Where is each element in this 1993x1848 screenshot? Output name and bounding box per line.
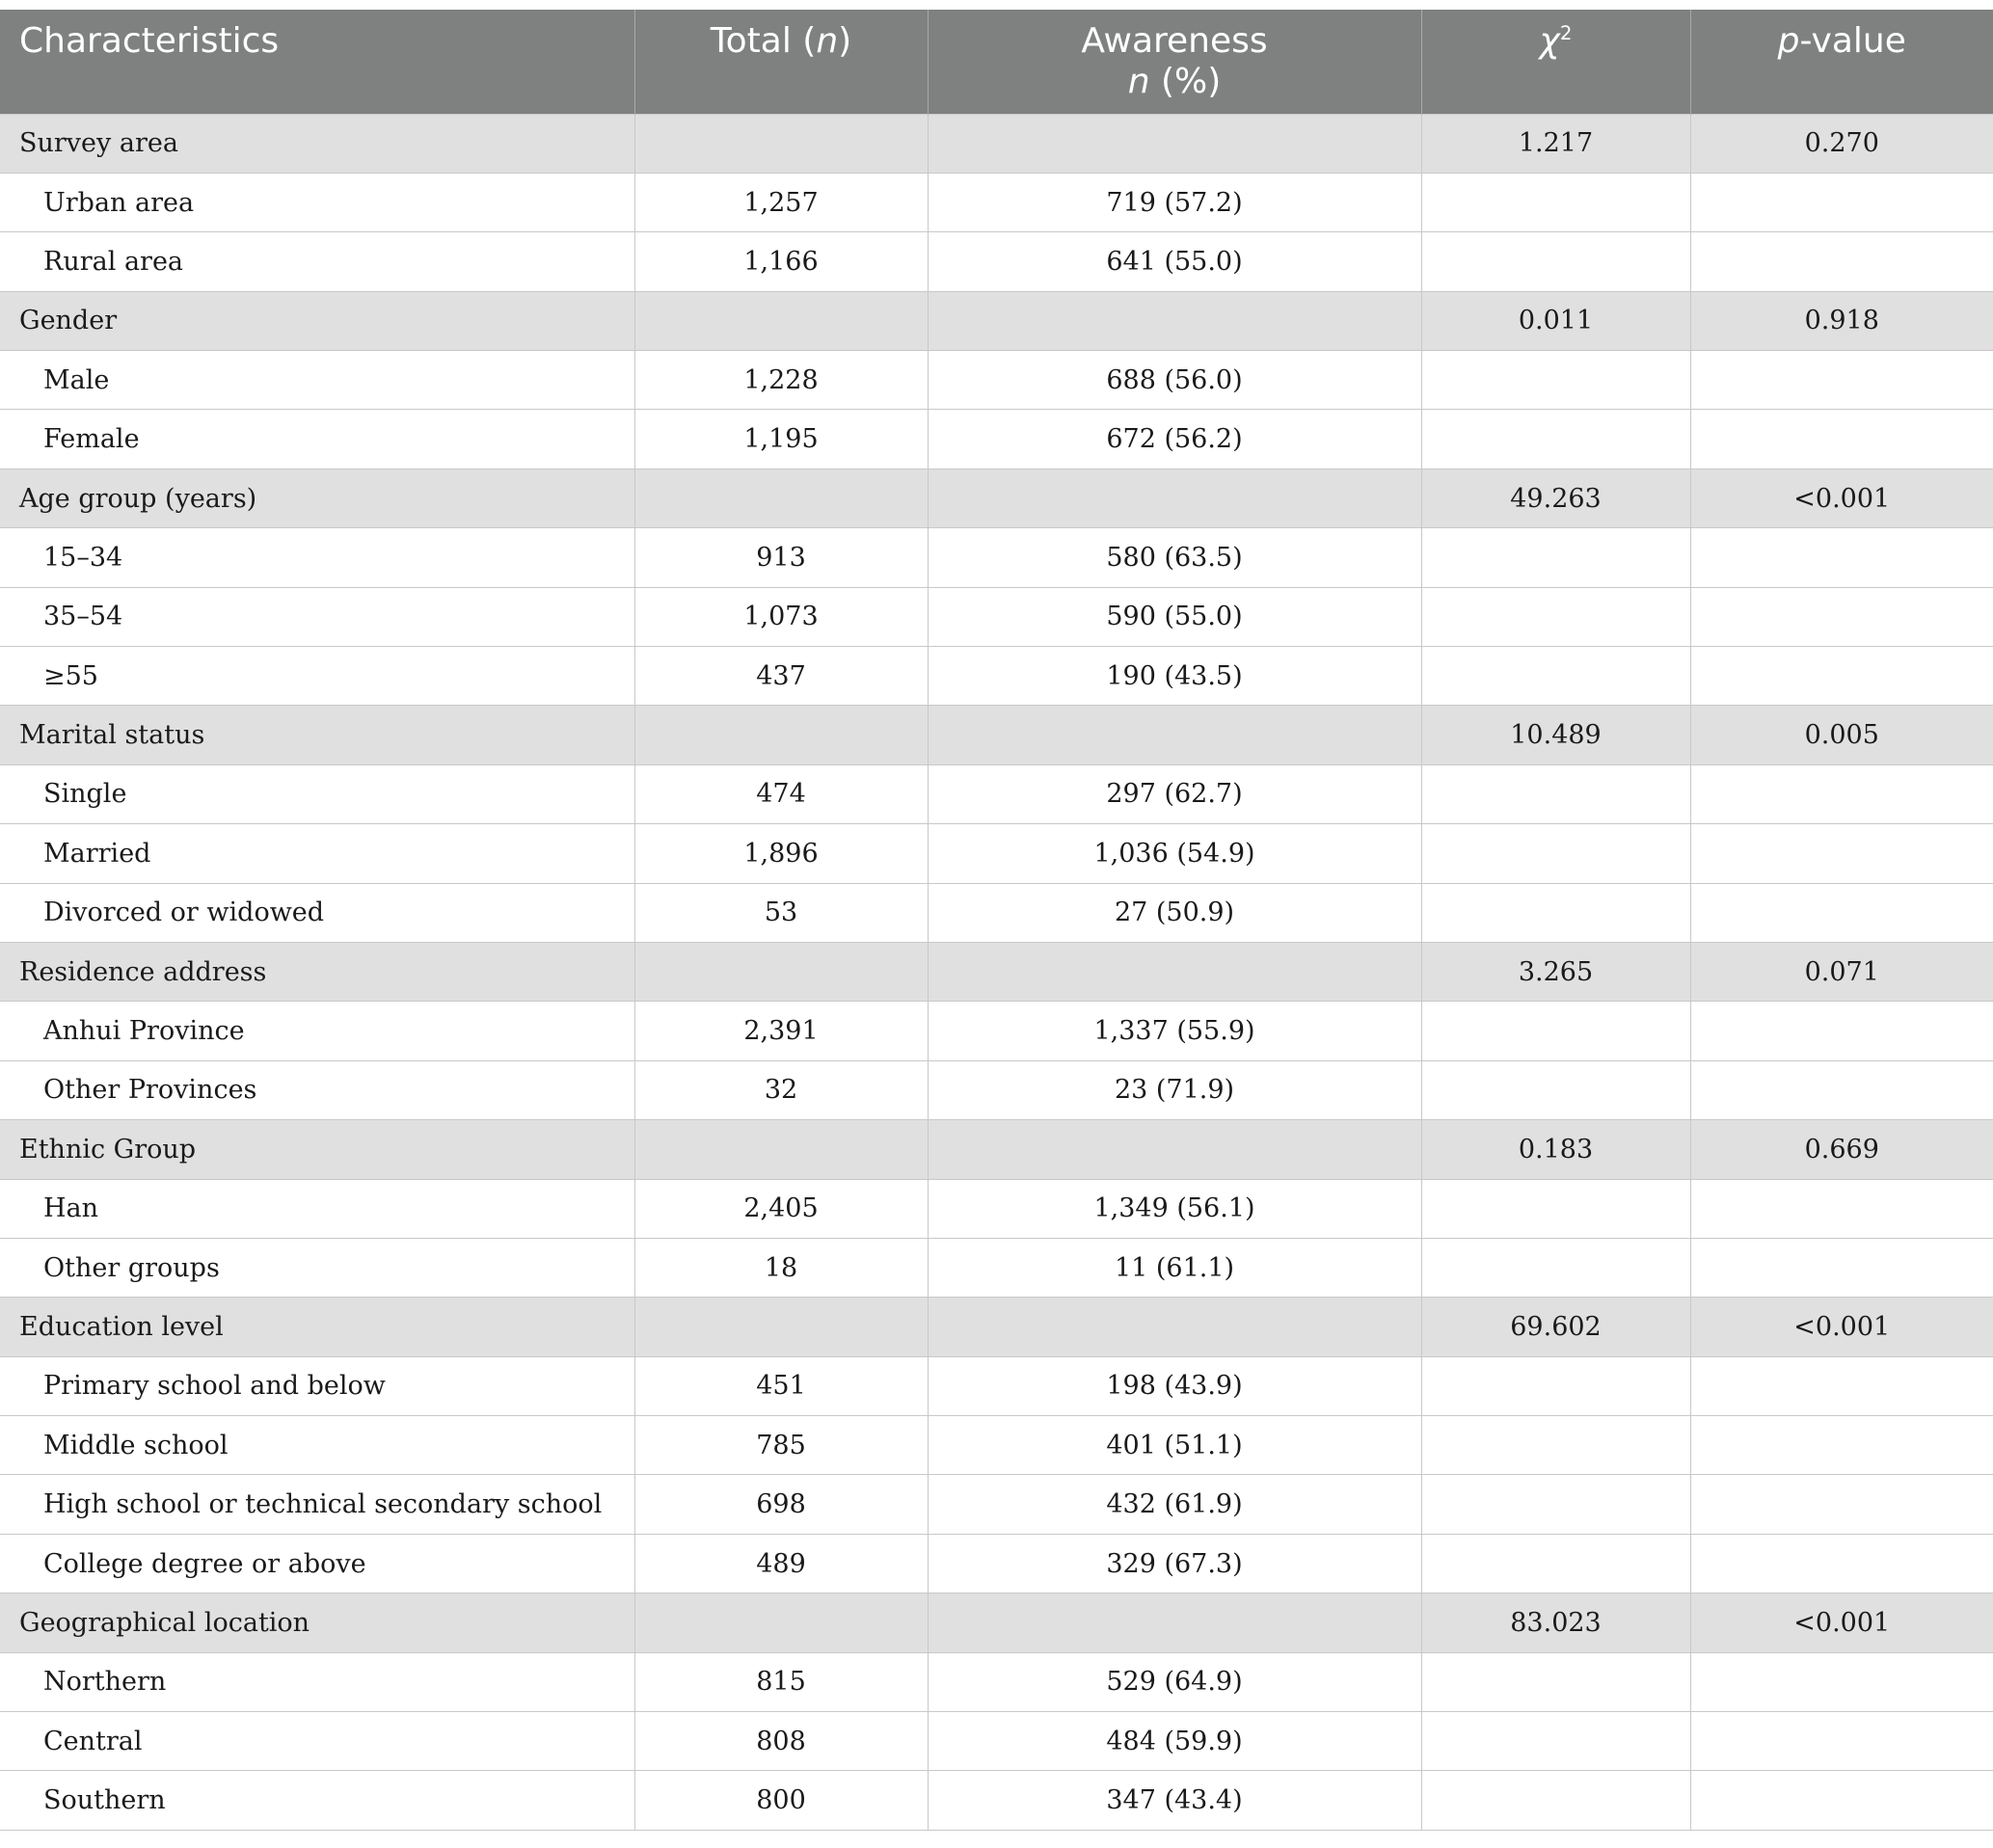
row-label: Residence address [0,942,634,1001]
p-value-cell: 0.270 [1690,114,1993,173]
total-cell [634,1594,928,1652]
header-total-prefix: Total ( [710,21,817,61]
total-cell: 32 [634,1060,928,1119]
chi-square-cell [1421,1416,1690,1475]
table-row [0,824,1993,883]
awareness-cell [928,1298,1421,1356]
p-value-cell: 0.071 [1690,942,1993,1001]
awareness-cell: 1,337 (55.9) [928,1002,1421,1060]
p-value-cell: 0.669 [1690,1120,1993,1179]
group-row [0,706,1993,764]
row-label: Geographical location [0,1594,634,1652]
row-label: Northern [0,1652,634,1711]
total-cell: 1,896 [634,824,928,883]
total-cell: 1,228 [634,351,928,410]
awareness-cell: 1,036 (54.9) [928,824,1421,883]
row-label: Other groups [0,1238,634,1297]
header-awareness-line1: Awareness [1081,21,1268,61]
awareness-cell: 198 (43.9) [928,1356,1421,1415]
total-cell: 18 [634,1238,928,1297]
row-label: ≥55 [0,647,634,706]
chi-square-cell: 3.265 [1421,942,1690,1001]
awareness-cell: 329 (67.3) [928,1534,1421,1593]
awareness-cell: 484 (59.9) [928,1712,1421,1771]
group-row [0,942,1993,1001]
awareness-cell: 590 (55.0) [928,587,1421,646]
p-value-cell [1690,1356,1993,1415]
chi-square-cell [1421,1238,1690,1297]
row-label: Anhui Province [0,1002,634,1060]
awareness-cell: 11 (61.1) [928,1238,1421,1297]
total-cell [634,1298,928,1356]
row-label: Marital status [0,706,634,764]
header-awareness-pct: (%) [1149,62,1222,101]
p-value-cell [1690,351,1993,410]
total-cell: 1,073 [634,587,928,646]
row-label: Female [0,410,634,469]
p-value-cell [1690,1475,1993,1534]
header-characteristics-text: Characteristics [19,21,280,61]
table-row [0,1356,1993,1415]
total-cell [634,114,928,173]
p-value-cell [1690,1060,1993,1119]
row-label: Primary school and below [0,1356,634,1415]
row-label: Divorced or widowed [0,883,634,942]
awareness-cell [928,114,1421,173]
p-value-cell: <0.001 [1690,1298,1993,1356]
header-awareness-n: n [1127,62,1150,101]
p-value-cell: 0.005 [1690,706,1993,764]
p-value-cell [1690,587,1993,646]
p-value-cell [1690,410,1993,469]
table-row [0,647,1993,706]
row-label: Age group (years) [0,469,634,527]
chi-square-cell [1421,351,1690,410]
total-cell: 800 [634,1771,928,1830]
awareness-cell: 297 (62.7) [928,764,1421,823]
awareness-cell: 529 (64.9) [928,1652,1421,1711]
chi-square-cell [1421,587,1690,646]
chi-square-cell: 69.602 [1421,1298,1690,1356]
header-total-suffix: ) [838,21,852,61]
row-label: Other Provinces [0,1060,634,1119]
awareness-cell: 1,349 (56.1) [928,1179,1421,1238]
total-cell: 1,195 [634,410,928,469]
chi-square-cell [1421,1712,1690,1771]
p-value-cell: <0.001 [1690,1594,1993,1652]
group-row [0,1298,1993,1356]
total-cell: 698 [634,1475,928,1534]
p-value-cell [1690,1002,1993,1060]
awareness-cell [928,942,1421,1001]
table-row [0,1002,1993,1060]
row-label: Male [0,351,634,410]
row-label: College degree or above [0,1534,634,1593]
awareness-cell [928,469,1421,527]
awareness-cell: 719 (57.2) [928,173,1421,231]
total-cell: 474 [634,764,928,823]
p-value-cell: 0.918 [1690,291,1993,350]
table-row [0,883,1993,942]
chi-square-cell [1421,410,1690,469]
chi-square-cell: 0.011 [1421,291,1690,350]
table-row [0,351,1993,410]
header-chi-square [1421,10,1690,114]
row-label: Married [0,824,634,883]
chi-square-cell [1421,883,1690,942]
p-value-cell [1690,1179,1993,1238]
p-value-cell [1690,528,1993,587]
p-value-cell [1690,1652,1993,1711]
awareness-cell: 688 (56.0) [928,351,1421,410]
awareness-cell: 580 (63.5) [928,528,1421,587]
row-label: 35–54 [0,587,634,646]
p-value-cell [1690,883,1993,942]
chi-square-cell [1421,173,1690,231]
total-cell: 489 [634,1534,928,1593]
group-row [0,469,1993,527]
p-value-cell [1690,824,1993,883]
header-awareness [928,10,1421,114]
total-cell: 815 [634,1652,928,1711]
table-row [0,1416,1993,1475]
chi-square-cell [1421,232,1690,291]
awareness-cell: 23 (71.9) [928,1060,1421,1119]
total-cell [634,469,928,527]
table-row [0,1534,1993,1593]
header-total-n: n [816,21,839,61]
chi-square-cell [1421,1002,1690,1060]
chi-square-cell: 1.217 [1421,114,1690,173]
row-label: Ethnic Group [0,1120,634,1179]
total-cell [634,706,928,764]
row-label: Han [0,1179,634,1238]
row-label: Southern [0,1771,634,1830]
table-row [0,1771,1993,1830]
row-label: Gender [0,291,634,350]
header-characteristics [0,10,634,114]
p-value-cell [1690,647,1993,706]
row-label: Central [0,1712,634,1771]
row-label: Middle school [0,1416,634,1475]
row-label: High school or technical secondary school [0,1475,634,1534]
chi-square-cell [1421,1060,1690,1119]
awareness-cell: 432 (61.9) [928,1475,1421,1534]
p-value-cell [1690,1712,1993,1771]
total-cell: 808 [634,1712,928,1771]
awareness-cell [928,706,1421,764]
table-row [0,173,1993,231]
p-value-cell [1690,1534,1993,1593]
table-row [0,528,1993,587]
total-cell: 2,405 [634,1179,928,1238]
table-header [0,10,1993,114]
table-row [0,1060,1993,1119]
chi-square-cell [1421,1179,1690,1238]
awareness-cell: 347 (43.4) [928,1771,1421,1830]
total-cell [634,291,928,350]
row-label: Rural area [0,232,634,291]
awareness-cell: 190 (43.5) [928,647,1421,706]
chi-square-cell [1421,528,1690,587]
table-row [0,1652,1993,1711]
header-p-value [1690,10,1993,114]
header-chi-symbol: χ [1539,21,1560,61]
row-label: 15–34 [0,528,634,587]
table-row [0,1475,1993,1534]
chi-square-cell [1421,824,1690,883]
chi-square-cell: 0.183 [1421,1120,1690,1179]
awareness-cell: 672 (56.2) [928,410,1421,469]
header-p-italic: p [1777,21,1800,61]
awareness-cell [928,291,1421,350]
p-value-cell [1690,173,1993,231]
header-total [634,10,928,114]
table-row [0,410,1993,469]
total-cell: 437 [634,647,928,706]
awareness-cell: 27 (50.9) [928,883,1421,942]
table-row [0,764,1993,823]
chi-square-cell: 10.489 [1421,706,1690,764]
total-cell: 913 [634,528,928,587]
header-row [0,10,1993,114]
table-row [0,587,1993,646]
awareness-cell: 401 (51.1) [928,1416,1421,1475]
table-row [0,1238,1993,1297]
row-label: Education level [0,1298,634,1356]
chi-square-cell [1421,1534,1690,1593]
table-row [0,1179,1993,1238]
awareness-cell: 641 (55.0) [928,232,1421,291]
header-chi-exponent: 2 [1559,22,1573,44]
row-label: Urban area [0,173,634,231]
row-label: Single [0,764,634,823]
chi-square-cell [1421,647,1690,706]
total-cell: 53 [634,883,928,942]
chi-square-cell [1421,764,1690,823]
total-cell [634,1120,928,1179]
awareness-cell [928,1594,1421,1652]
p-value-cell: <0.001 [1690,469,1993,527]
p-value-cell [1690,232,1993,291]
data-table [0,10,1993,1831]
table-row [0,1712,1993,1771]
total-cell: 1,166 [634,232,928,291]
total-cell: 451 [634,1356,928,1415]
group-row [0,1594,1993,1652]
row-label: Survey area [0,114,634,173]
total-cell: 1,257 [634,173,928,231]
chi-square-cell [1421,1356,1690,1415]
table-body [0,114,1993,1830]
table-row [0,232,1993,291]
chi-square-cell [1421,1652,1690,1711]
awareness-cell [928,1120,1421,1179]
p-value-cell [1690,1771,1993,1830]
chi-square-cell: 83.023 [1421,1594,1690,1652]
chi-square-cell: 49.263 [1421,469,1690,527]
chi-square-cell [1421,1771,1690,1830]
p-value-cell [1690,1238,1993,1297]
total-cell [634,942,928,1001]
p-value-cell [1690,1416,1993,1475]
total-cell: 785 [634,1416,928,1475]
group-row [0,1120,1993,1179]
header-p-suffix: -value [1799,21,1906,61]
total-cell: 2,391 [634,1002,928,1060]
p-value-cell [1690,764,1993,823]
chi-square-cell [1421,1475,1690,1534]
group-row [0,291,1993,350]
group-row [0,114,1993,173]
